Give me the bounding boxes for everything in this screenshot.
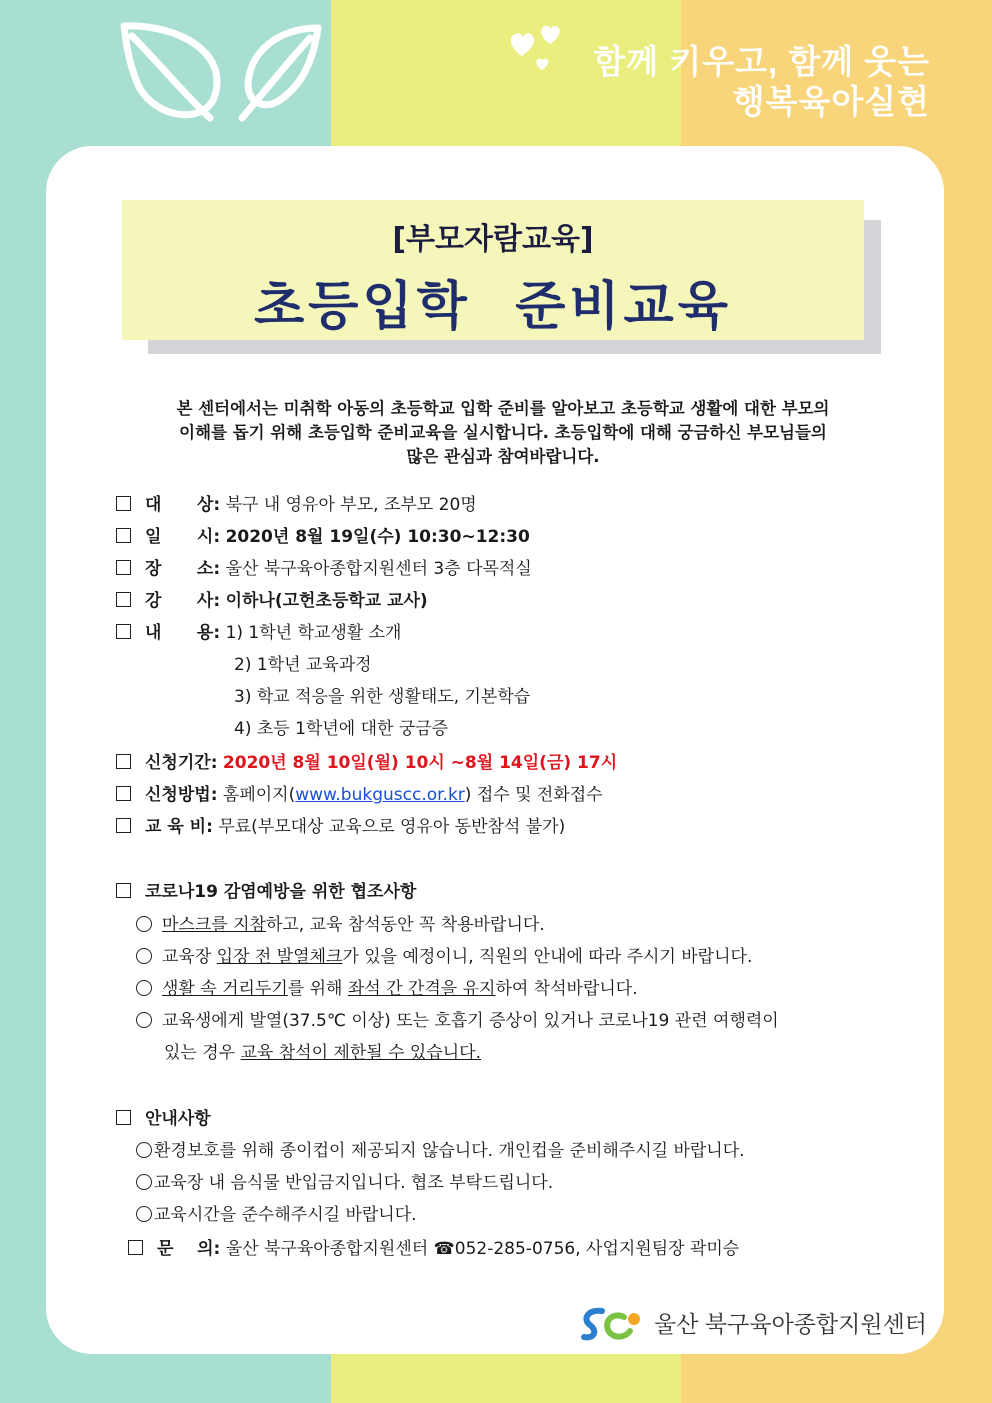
circle-bullet-icon <box>136 948 152 964</box>
circle-bullet-icon <box>136 1174 152 1190</box>
detail-label: 신청방법: <box>145 785 218 805</box>
method-prefix: 홈페이지( <box>222 785 296 805</box>
detail-label: 대 상: <box>145 495 221 515</box>
detail-label: 내 용: <box>145 623 221 643</box>
covid-item-text: 하고, 교육 참석동안 꼭 착용바랍니다. <box>265 915 545 935</box>
checkbox-icon <box>116 496 131 511</box>
page-title: 초등입학 준비교육 <box>253 277 733 337</box>
notice-item <box>136 1136 745 1161</box>
circle-bullet-icon <box>136 1012 152 1028</box>
detail-value: 북구 내 영유아 부모, 조부모 20명 <box>225 495 477 515</box>
hearts-icon <box>508 22 568 72</box>
inquiry-label: 문 의: <box>157 1239 221 1259</box>
detail-value: 울산 북구육아종합지원센터 3층 다목적실 <box>225 559 532 579</box>
covid-item-underlined: 좌석 간 간격을 유지 <box>347 979 496 999</box>
content-item: 2) 1학년 교육과정 <box>234 655 372 675</box>
inquiry <box>128 1234 739 1259</box>
notice-item-text: 교육시간을 준수해주시길 바랍니다. <box>154 1205 417 1225</box>
detail-period <box>116 748 617 773</box>
detail-method <box>116 780 603 805</box>
program-subtitle: [부모자람교육] <box>392 222 594 257</box>
detail-label: 교 육 비: <box>145 817 213 837</box>
covid-item-text: 교육장 <box>162 947 217 967</box>
detail-label: 신청기간: <box>145 753 218 773</box>
content-item: 3) 학교 적응을 위한 생활태도, 기본학습 <box>234 687 531 707</box>
circle-bullet-icon <box>136 1206 152 1222</box>
detail-label: 일 시: <box>145 527 221 547</box>
covid-item-text: 를 위해 <box>287 979 348 999</box>
detail-value: 2020년 8월 19일(수) 10:30~12:30 <box>225 527 530 547</box>
intro-paragraph <box>122 397 884 469</box>
covid-item-text: 가 있을 예정이니, 직원의 안내에 따라 주시기 바랍니다. <box>342 947 753 967</box>
detail-content <box>116 618 401 643</box>
detail-date <box>116 522 530 547</box>
intro-line-1: 본 센터에서는 미취학 아동의 초등학교 입학 준비를 알아보고 초등학교 생활에 대한 부모의 <box>176 399 830 418</box>
method-suffix: ) 접수 및 전화접수 <box>464 785 603 805</box>
inquiry-value: 울산 북구육아종합지원센터 ☎052-285-0756, 사업지원팀장 곽미승 <box>225 1239 740 1259</box>
checkbox-icon <box>116 1110 131 1125</box>
covid-item-underlined: 입장 전 발열체크 <box>216 947 343 967</box>
circle-bullet-icon <box>136 916 152 932</box>
intro-line-2: 이해를 돕기 위해 초등입학 준비교육을 실시합니다. 초등입학에 대해 궁금하신 부모님들의 <box>179 423 827 442</box>
detail-target <box>116 490 477 515</box>
detail-fee <box>116 812 565 837</box>
slogan <box>593 42 930 122</box>
leaf-decoration-icon <box>110 14 330 124</box>
covid-item <box>136 974 638 999</box>
notice-heading-text: 안내사항 <box>145 1109 211 1129</box>
covid-item-text: 하여 착석바랍니다. <box>495 979 638 999</box>
covid-item-underlined: 마스크를 지참 <box>162 915 266 935</box>
notice-heading <box>116 1104 211 1129</box>
slogan-line-2: 행복육아실현 <box>732 83 930 120</box>
covid-heading <box>116 877 416 902</box>
detail-place <box>116 554 532 579</box>
content-item: 4) 초등 1학년에 대한 궁금증 <box>234 719 449 739</box>
title-box <box>122 200 864 340</box>
detail-value: 무료(부모대상 교육으로 영유아 동반참석 불가) <box>218 817 566 837</box>
notice-item-text: 환경보호를 위해 종이컵이 제공되지 않습니다. 개인컵을 준비해주시길 바랍니다. <box>154 1141 745 1161</box>
covid-item-text: 있는 경우 <box>164 1043 241 1063</box>
checkbox-icon <box>128 1240 143 1255</box>
checkbox-icon <box>116 754 131 769</box>
checkbox-icon <box>116 592 131 607</box>
covid-item-text: 교육생에게 발열(37.5℃ 이상) 또는 호흡기 증상이 있거나 코로나19 관련 여행력이 <box>162 1011 779 1031</box>
detail-lecturer <box>116 586 428 611</box>
covid-item <box>136 942 752 967</box>
center-name: 울산 북구육아종합지원센터 <box>654 1311 928 1337</box>
checkbox-icon <box>116 624 131 639</box>
circle-bullet-icon <box>136 980 152 996</box>
detail-value: 2020년 8월 10일(월) 10시 ~8월 14일(금) 17시 <box>222 753 618 773</box>
checkbox-icon <box>116 786 131 801</box>
covid-item <box>136 910 545 935</box>
notice-item <box>136 1168 553 1193</box>
slogan-line-1: 함께 키우고, 함께 웃는 <box>593 43 930 80</box>
detail-label: 장 소: <box>145 559 221 579</box>
covid-item-underlined: 생활 속 거리두기 <box>162 979 288 999</box>
covid-heading-text: 코로나19 감염예방을 위한 협조사항 <box>145 882 417 902</box>
checkbox-icon <box>116 883 131 898</box>
covid-item <box>136 1006 779 1031</box>
covid-item-underlined: 교육 참석이 제한될 수 있습니다. <box>240 1043 482 1063</box>
homepage-link[interactable]: www.bukguscc.or.kr <box>295 785 465 805</box>
content-item: 1) 1학년 학교생활 소개 <box>225 623 402 643</box>
checkbox-icon <box>116 528 131 543</box>
detail-label: 강 사: <box>145 591 221 611</box>
checkbox-icon <box>116 560 131 575</box>
circle-bullet-icon <box>136 1142 152 1158</box>
covid-item-continued <box>164 1038 481 1063</box>
checkbox-icon <box>116 818 131 833</box>
notice-item-text: 교육장 내 음식물 반입금지입니다. 협조 부탁드립니다. <box>154 1173 554 1193</box>
detail-value: 이하나(고헌초등학교 교사) <box>225 591 428 611</box>
notice-item <box>136 1200 417 1225</box>
intro-line-3: 많은 관심과 참여바랍니다. <box>406 447 600 466</box>
